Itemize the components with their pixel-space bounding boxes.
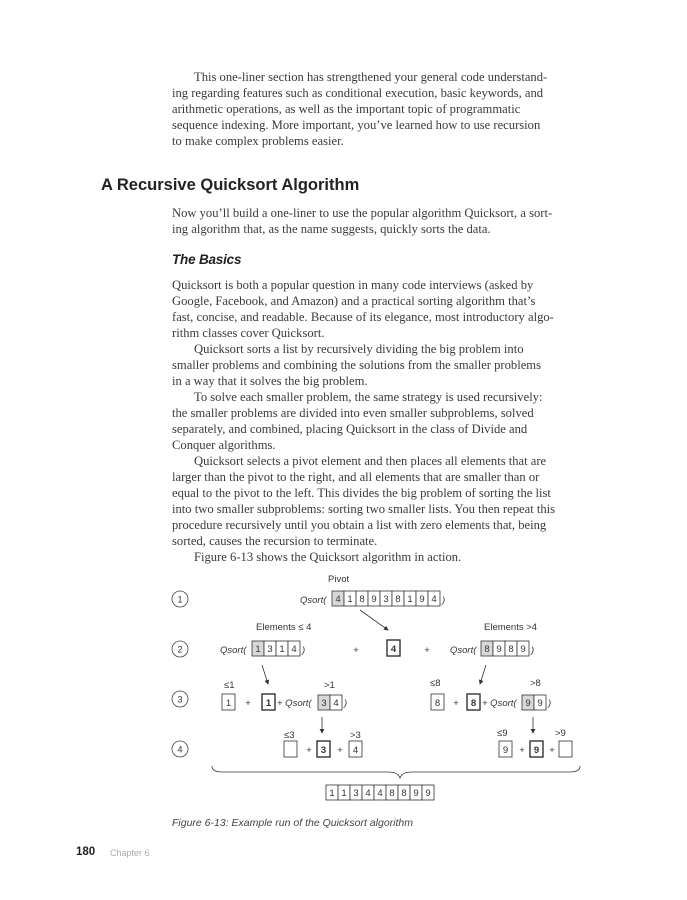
para-line: separately, and combined, placing Quicksort in the class of Divide and <box>172 422 528 436</box>
lead-line: ing algorithm that, as the name suggests, quickly sorts the data. <box>172 222 491 236</box>
result-list-value: 9 <box>413 788 419 799</box>
para-line: smaller problems and combining the solutions from the smaller problems <box>172 358 542 372</box>
row1-list-value: 8 <box>395 594 401 605</box>
row2-right-value: 9 <box>520 644 526 655</box>
subsection-title: The Basics <box>172 252 242 267</box>
para-line: sorted, causes the recursion to terminate. <box>172 534 378 548</box>
row3-b-value: 4 <box>333 698 339 709</box>
para-line: Conquer algorithms. <box>172 438 276 452</box>
basics-paragraph-3 <box>172 389 543 453</box>
le1-label: ≤1 <box>224 680 235 691</box>
row4-left9-value: 9 <box>502 745 509 756</box>
row4-right3-value: 4 <box>352 745 359 756</box>
step-label: 1 <box>177 594 183 605</box>
row2-left-value: 1 <box>279 644 285 655</box>
row3-pivot8-value: 8 <box>470 698 477 709</box>
row3-d-value: 9 <box>537 698 543 709</box>
plus-sign: + <box>306 745 312 756</box>
gt9-label: >9 <box>555 728 566 739</box>
arrow <box>480 665 486 684</box>
plus-qsort-label: + Qsort( <box>277 698 312 709</box>
plus-qsort-label: + Qsort( <box>482 698 517 709</box>
para-line: To solve each smaller problem, the same strategy is used recursively: <box>194 390 543 404</box>
result-list-value: 3 <box>353 788 359 799</box>
result-list-value: 8 <box>401 788 407 799</box>
intro-paragraph <box>172 69 547 85</box>
result-list-value: 4 <box>377 788 383 799</box>
row1-list-value: 3 <box>383 594 389 605</box>
le3-label: ≤3 <box>284 730 295 741</box>
para-line: larger than the pivot to the right, and all elements that are smaller than or <box>172 470 540 484</box>
intro-line: sequence indexing. More important, you’ve learned how to use recursion <box>172 118 541 132</box>
row1-list-value: 4 <box>335 594 341 605</box>
row2-right-value: 9 <box>496 644 502 655</box>
row1-list-value: 8 <box>359 594 365 605</box>
para-line: into two smaller subproblems: sorting two smaller lists. You then repeat this <box>172 502 556 516</box>
gt8-label: >8 <box>530 678 541 689</box>
row2-pivot-value: 4 <box>390 644 397 655</box>
basics-paragraph-4 <box>172 453 555 549</box>
plus-sign: + <box>519 745 525 756</box>
row4-empty-right-box <box>559 741 572 757</box>
row3-pivot1-value: 1 <box>265 698 272 709</box>
step-label: 3 <box>177 694 183 705</box>
row2-left-value: 1 <box>255 644 261 655</box>
row1-list-value: 9 <box>371 594 377 605</box>
intro-line: This one-liner section has strengthened your general code understand- <box>194 70 548 84</box>
row2-right-value: 8 <box>508 644 514 655</box>
para-line: rithm classes cover Quicksort. <box>172 326 325 340</box>
gt1-label: >1 <box>324 680 335 691</box>
le8-label: ≤8 <box>430 678 441 689</box>
intro-paragraph-cont <box>172 85 543 149</box>
step-label: 2 <box>177 644 183 655</box>
section-lead <box>172 205 552 237</box>
row1-list-value: 1 <box>407 594 413 605</box>
merge-brace <box>212 766 580 778</box>
row1-list-value: 9 <box>419 594 425 605</box>
para-line: equal to the pivot to the left. This divides the big problem of sorting the list <box>172 486 551 500</box>
plus-sign: + <box>245 698 251 709</box>
figure-caption: Figure 6-13: Example run of the Quicksort algorithm <box>172 817 414 829</box>
basics-paragraph-1 <box>172 277 554 341</box>
lead-line: Now you’ll build a one-liner to use the popular algorithm Quicksort, a sort- <box>172 206 553 220</box>
row1-list-value: 1 <box>347 594 353 605</box>
step-label: 4 <box>177 744 183 755</box>
row3-d-value: 9 <box>525 698 531 709</box>
para-line: the smaller problems are divided into even smaller subproblems, solved <box>172 406 534 420</box>
para-line: Google, Facebook, and Amazon) and a practical sorting algorithm that’s <box>172 294 536 308</box>
para-line: Quicksort selects a pivot element and then places all elements that are <box>194 454 547 468</box>
result-list-value: 9 <box>425 788 431 799</box>
close-paren: ) <box>344 698 348 709</box>
section-title: A Recursive Quicksort Algorithm <box>101 176 360 194</box>
para-line: procedure recursively until you obtain a list with zero elements that, being <box>172 518 547 532</box>
result-list-value: 8 <box>389 788 395 799</box>
chapter-label: Chapter 6 <box>110 848 150 858</box>
elements-le-label: Elements ≤ 4 <box>256 622 312 633</box>
qsort-label: Qsort( <box>300 595 327 606</box>
arrow <box>360 610 388 630</box>
intro-line: to make complex problems easier. <box>172 134 344 148</box>
plus-sign: + <box>549 745 555 756</box>
para-line: Quicksort is both a popular question in many code interviews (asked by <box>172 278 534 292</box>
row2-left-value: 3 <box>267 644 273 655</box>
qsort-label: Qsort( <box>220 645 247 656</box>
row3-a-value: 1 <box>225 698 232 709</box>
plus-sign: + <box>353 645 359 656</box>
intro-line: arithmetic operations, as well as the important topic of programmatic <box>172 102 521 116</box>
basics-paragraph-2 <box>172 341 541 389</box>
row3-b-value: 3 <box>321 698 327 709</box>
row4-empty-left-box <box>284 741 297 757</box>
elements-gt-label: Elements >4 <box>484 622 538 633</box>
result-list-value: 1 <box>329 788 335 799</box>
plus-sign: + <box>453 698 459 709</box>
row1-list-value: 4 <box>431 594 437 605</box>
row3-c-value: 8 <box>434 698 441 709</box>
close-paren: ) <box>548 698 552 709</box>
intro-line: ing regarding features such as conditional execution, basic keywords, and <box>172 86 544 100</box>
le9-label: ≤9 <box>497 728 508 739</box>
plus-sign: + <box>337 745 343 756</box>
plus-sign: + <box>424 645 430 656</box>
arrow <box>262 665 268 684</box>
page-number: 180 <box>76 846 96 858</box>
para-line: Quicksort sorts a list by recursively dividing the big problem into <box>194 342 524 356</box>
close-paren: ) <box>302 645 306 656</box>
row4-pivot9-value: 9 <box>533 745 540 756</box>
basics-paragraph-5 <box>172 549 461 565</box>
pivot-label: Pivot <box>328 574 350 585</box>
para-line: fast, concise, and readable. Because of its elegance, most introductory algo- <box>172 310 554 324</box>
row2-right-value: 8 <box>484 644 490 655</box>
row2-left-value: 4 <box>291 644 297 655</box>
row4-pivot3-value: 3 <box>320 745 327 756</box>
para-line: in a way that it solves the big problem. <box>172 374 368 388</box>
qsort-label: Qsort( <box>450 645 477 656</box>
result-list-value: 1 <box>341 788 347 799</box>
result-list-value: 4 <box>365 788 371 799</box>
close-paren: ) <box>531 645 535 656</box>
quicksort-figure <box>160 570 600 810</box>
close-paren: ) <box>442 595 446 606</box>
gt3-label: >3 <box>350 730 361 741</box>
para-line: Figure 6-13 shows the Quicksort algorithm in action. <box>194 550 462 564</box>
